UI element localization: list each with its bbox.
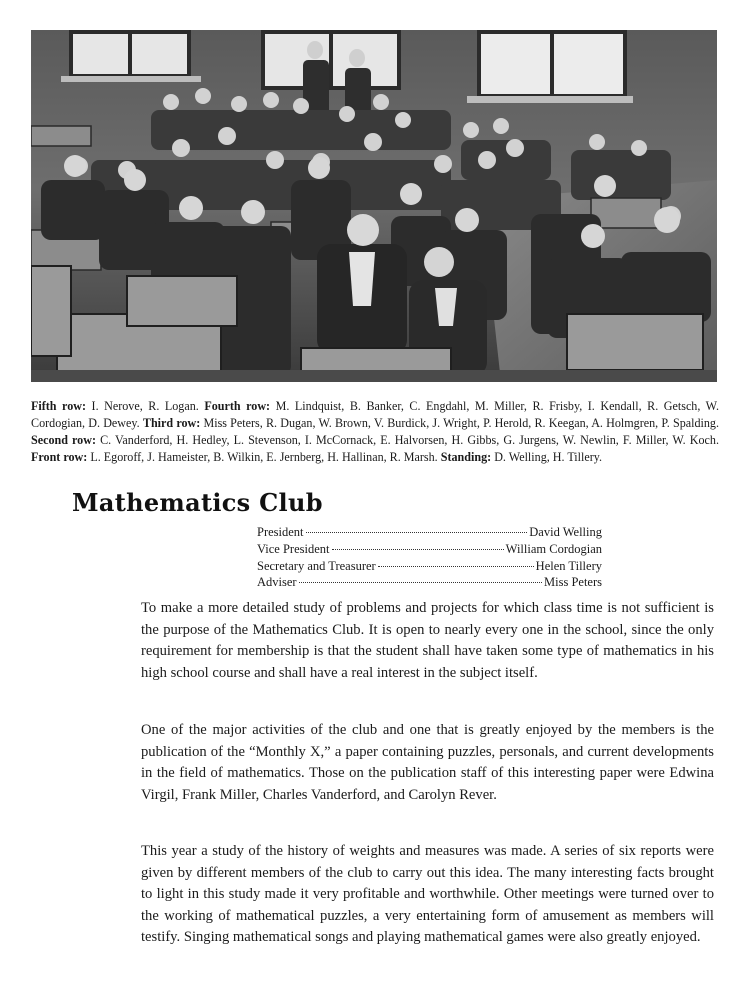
window-right [479,32,625,96]
club-group-photo [31,30,717,382]
row-label-fifth: Fifth row: [31,399,87,413]
row-names-fourth: M. Lindquist, B. Banker, C. Engdahl, M. Miller, R. Frisby, I. Kendall, R. Getsch, W. Cordogian, D. Dewey. [31,399,720,430]
row-names-second: C. Vanderford, H. Hedley, L. Stevenson, I. McCornack, E. Halvorsen, H. Gibbs, G. Jurgens, W. Newlin, F. Miller, W. Koch. [100,433,719,447]
window-left [71,32,189,76]
row-label-second: Second row: [31,433,96,447]
row-label-standing: Standing: [440,450,492,464]
officer-vice-president [257,541,602,558]
officer-president [257,524,602,541]
page-title: Mathematics Club [72,488,323,517]
leader-dots [299,582,542,583]
row-names-standing: D. Welling, H. Tillery. [494,450,603,464]
window-center [263,32,399,88]
row-names-fifth: I. Nerove, R. Logan. [91,399,199,413]
paragraph-publication: One of the major activities of the club and one that is greatly enjoyed by the members is the publication of the “Monthly X,” a paper containing puzzles, personals, and current developments in the field of mathematics. Those on the publication staff of this interesting paper were Edwina Virgil, Frank Miller, Charles Vanderford, and Carolyn Rever. [141,722,714,803]
paragraph-purpose: To make a more detailed study of problems and projects for which class time is not sufficient is the purpose of the Mathematics Club. It is open to nearly every one in the school, since the only requirement for membership is that the student shall have taken some type of mathematics in his high school course and shall have a real interest in the subject itself. [141,600,714,681]
row-label-front: Front row: [31,450,88,464]
officer-role: Secretary and Treasurer [257,558,376,573]
officer-adviser [257,574,602,591]
row-names-front: L. Egoroff, J. Hameister, B. Wilkin, E. Jernberg, H. Hallinan, R. Marsh. [90,450,438,464]
photo-caption [31,398,719,466]
officer-name: Miss Peters [544,575,602,590]
officer-role: Vice President [257,541,330,556]
leader-dots [378,566,534,567]
row-label-fourth: Fourth row: [204,399,271,413]
leader-dots [332,549,504,550]
officer-secretary-treasurer [257,558,602,575]
row-names-third: Miss Peters, R. Dugan, W. Brown, V. Burdick, J. Wright, P. Herold, R. Keegan, A. Holmgren, P. Spalding. [203,416,719,430]
officer-name: Helen Tillery [535,558,602,573]
officer-role: President [257,525,304,539]
officer-name: William Cordogian [505,541,602,556]
paragraph-activities: This year a study of the history of weights and measures was made. A series of six reports were given by different members of the club to carry out this idea. The many interesting facts brought to light in this study made it very profitable and worthwhile. Other meetings were turned over to the working of mathematical puzzles, a very entertaining form of amusement as members will testify. Singing mathematical songs and playing mathematical games were also greatly enjoyed. [141,843,714,946]
officer-role: Adviser [257,575,297,590]
leader-dots [306,532,528,533]
officer-name: David Welling [529,525,602,539]
officers-list [257,524,602,591]
row-label-third: Third row: [142,416,201,430]
